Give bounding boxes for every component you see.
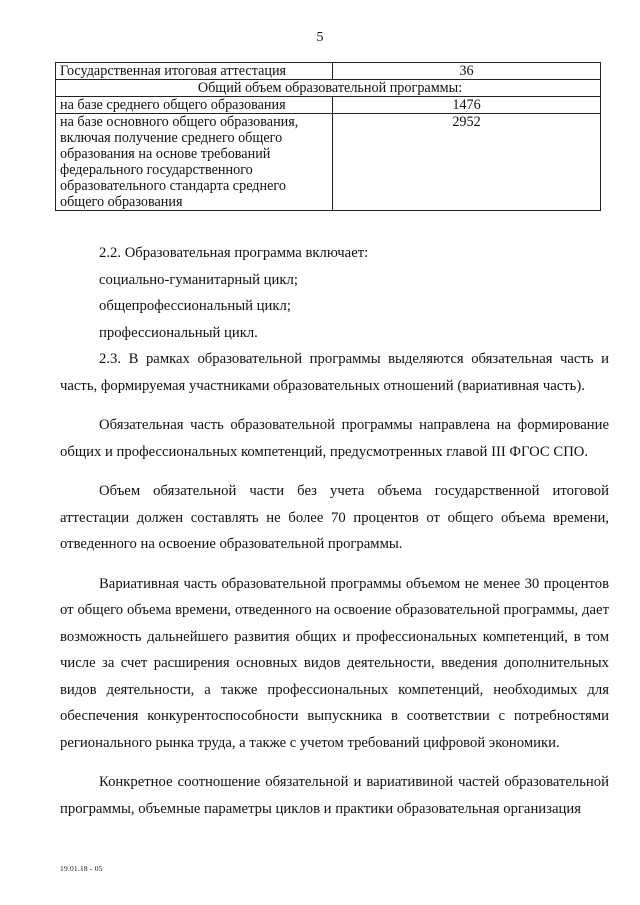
table-cell-label: на базе основного общего образования, включая получение среднего общего образования на основе требований федерального государственного образовательного стандарта среднего общего образования [56, 114, 333, 211]
document-body [60, 240, 609, 822]
page-number: 5 [316, 30, 324, 45]
paragraph: 2.2. Образовательная программа включает: [99, 245, 369, 261]
paragraph: Обязательная часть образовательной программы направлена на формирование общих и профессиональных компетенций, предусмотренных главой III ФГОС СПО. [60, 417, 609, 460]
footer-code: 19.01.18 - 05 [60, 864, 103, 873]
list-item: общепрофессиональный цикл; [99, 298, 291, 314]
table-row [56, 97, 601, 114]
table-cell-label: Государственная итоговая аттестация [56, 63, 333, 80]
paragraph: 2.3. В рамках образовательной программы выделяются обязательная часть и часть, формируемая участниками образовательных отношений (вариативная часть). [60, 351, 609, 394]
paragraph: Вариативная часть образовательной программы объемом не менее 30 процентов от общего объема времени, отведенного на освоение образовательной программы, дает возможность дальнейшего развития общих и профессиональных компетенций, в том числе за счет расширения основных видов деятельности, введения дополнительных видов деятельности, а также профессиональных компетенций, необходимых для обеспечения конкурентоспособности выпускника в соответствии с потребностями регионального рынка труда, а также с учетом требований цифровой экономики. [60, 575, 609, 751]
table-row [56, 114, 601, 211]
table-section-header: Общий объем образовательной программы: [56, 80, 601, 97]
paragraph: Объем обязательной части без учета объема государственной итоговой аттестации должен составлять не более 70 процентов от общего объема времени, отведенного на освоение образовательной программы. [60, 483, 609, 552]
table-cell-label: на базе среднего общего образования [56, 97, 333, 114]
paragraph: Конкретное соотношение обязательной и вариативиной частей образовательной программы, объемные параметры циклов и практики образовательная организация [60, 774, 609, 817]
table-cell-value: 1476 [333, 97, 601, 114]
table-row [56, 63, 601, 80]
list-item: социально-гуманитарный цикл; [99, 271, 298, 288]
table-cell-value: 2952 [333, 114, 601, 211]
program-volume-table [55, 62, 601, 211]
table-row [56, 80, 601, 97]
table-cell-value: 36 [333, 63, 601, 80]
list-item: профессиональный цикл. [99, 324, 258, 341]
